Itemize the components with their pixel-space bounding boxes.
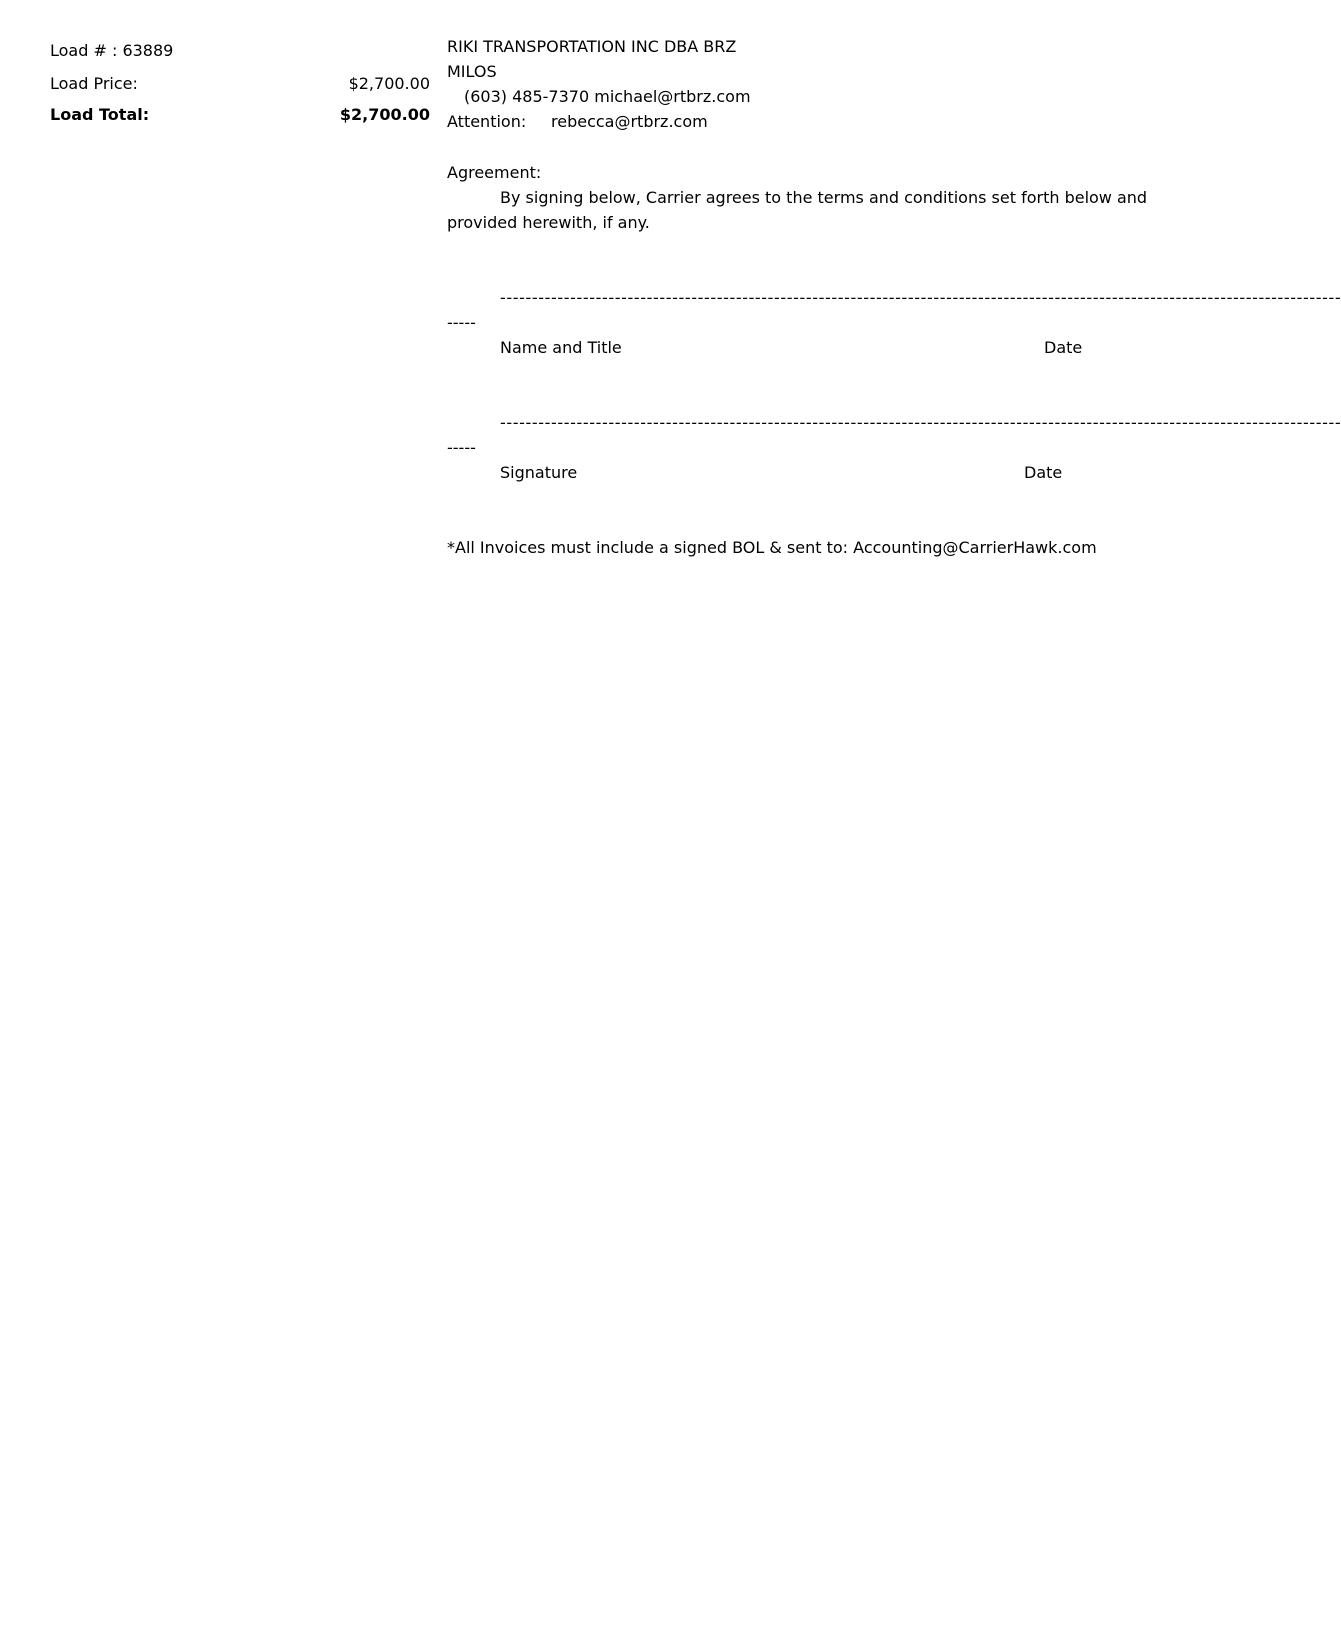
signature-label: Signature (500, 463, 578, 482)
signature-line: ------------------------------------------------------------------------------------------------------------------------------------ (500, 413, 1341, 432)
carrier-name-line2: MILOS (447, 62, 497, 81)
load-price-value: $2,700.00 (348, 74, 430, 93)
agreement-heading: Agreement: (447, 163, 542, 182)
agreement-text-line2: provided herewith, if any. (447, 213, 650, 232)
load-total-value: $2,700.00 (339, 105, 430, 124)
load-total-label: Load Total: (50, 105, 150, 124)
carrier-contact: (603) 485-7370 michael@rtbrz.com (464, 87, 751, 106)
load-number-row (50, 40, 430, 62)
invoice-footer-note: *All Invoices must include a signed BOL & sent to: Accounting@CarrierHawk.com (447, 538, 1097, 557)
attention-label: Attention: (447, 112, 527, 131)
attention-email: rebecca@rtbrz.com (551, 112, 708, 131)
date-label-2: Date (1024, 463, 1063, 482)
date-label-1: Date (1044, 338, 1083, 357)
name-title-signature-line-tail: ----- (447, 313, 476, 332)
load-price-row (50, 73, 430, 95)
name-title-signature-line: ------------------------------------------------------------------------------------------------------------------------------------ (500, 288, 1341, 307)
load-total-row (50, 104, 430, 126)
load-number: Load # : 63889 (50, 41, 174, 60)
name-title-label: Name and Title (500, 338, 622, 357)
agreement-text-line1: By signing below, Carrier agrees to the terms and conditions set forth below and (500, 188, 1148, 207)
load-price-label: Load Price: (50, 74, 138, 93)
carrier-name-line1: RIKI TRANSPORTATION INC DBA BRZ (447, 37, 737, 56)
signature-line-tail: ----- (447, 438, 476, 457)
